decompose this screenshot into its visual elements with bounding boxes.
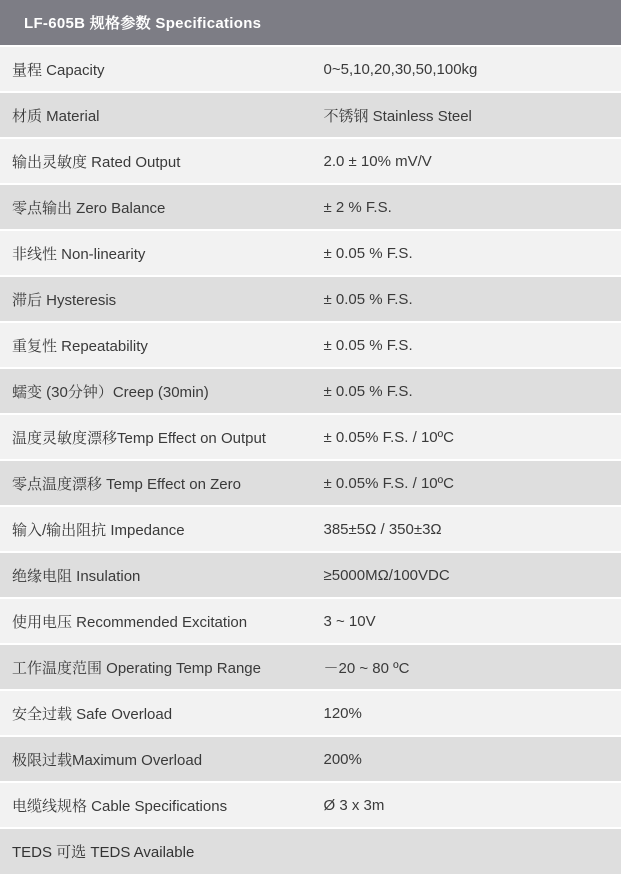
table-row xyxy=(0,368,621,414)
table-row xyxy=(0,598,621,644)
spec-label: 绝缘电阻 Insulation xyxy=(0,552,311,598)
spec-value: 0~5,10,20,30,50,100kg xyxy=(311,46,621,92)
table-row xyxy=(0,276,621,322)
spec-label: 极限过载Maximum Overload xyxy=(0,736,311,782)
table-row xyxy=(0,184,621,230)
table-row xyxy=(0,460,621,506)
spec-value: 120% xyxy=(311,690,621,736)
spec-value: ± 0.05 % F.S. xyxy=(311,230,621,276)
specifications-table-body xyxy=(0,0,621,46)
spec-label: 温度灵敏度漂移Temp Effect on Output xyxy=(0,414,311,460)
specifications-footer xyxy=(0,828,621,874)
spec-label: 重复性 Repeatability xyxy=(0,322,311,368)
spec-label: 蠕变 (30分钟）Creep (30min) xyxy=(0,368,311,414)
spec-label: 材质 Material xyxy=(0,92,311,138)
table-row xyxy=(0,644,621,690)
table-row xyxy=(0,46,621,92)
spec-value: ± 0.05% F.S. / 10ºC xyxy=(311,414,621,460)
spec-value: ± 0.05 % F.S. xyxy=(311,322,621,368)
spec-label: 滞后 Hysteresis xyxy=(0,276,311,322)
table-row xyxy=(0,230,621,276)
spec-value: 不锈钢 Stainless Steel xyxy=(311,92,621,138)
spec-label: 使用电压 Recommended Excitation xyxy=(0,598,311,644)
table-row xyxy=(0,690,621,736)
spec-label: 非线性 Non-linearity xyxy=(0,230,311,276)
spec-label: 输出灵敏度 Rated Output xyxy=(0,138,311,184)
spec-value: ± 0.05 % F.S. xyxy=(311,368,621,414)
spec-label: 电缆线规格 Cable Specifications xyxy=(0,782,311,828)
page-title: LF-605B 规格参数 Specifications xyxy=(0,0,621,46)
spec-value: 3 ~ 10V xyxy=(311,598,621,644)
spec-value: －20 ~ 80 ºC xyxy=(311,644,621,690)
table-row xyxy=(0,92,621,138)
spec-value: 2.0 ± 10% mV/V xyxy=(311,138,621,184)
table-row xyxy=(0,552,621,598)
spec-value: ≥5000MΩ/100VDC xyxy=(311,552,621,598)
spec-value: ± 2 % F.S. xyxy=(311,184,621,230)
teds-label: TEDS 可选 TEDS Available xyxy=(0,828,621,874)
specifications-rows xyxy=(0,46,621,828)
spec-label: 安全过载 Safe Overload xyxy=(0,690,311,736)
table-row xyxy=(0,138,621,184)
spec-value: Ø 3 x 3m xyxy=(311,782,621,828)
spec-label: 零点温度漂移 Temp Effect on Zero xyxy=(0,460,311,506)
spec-label: 零点输出 Zero Balance xyxy=(0,184,311,230)
table-row xyxy=(0,506,621,552)
specifications-title-row xyxy=(0,0,621,46)
spec-label: 量程 Capacity xyxy=(0,46,311,92)
table-row-teds xyxy=(0,828,621,874)
spec-value: ± 0.05% F.S. / 10ºC xyxy=(311,460,621,506)
spec-value: 200% xyxy=(311,736,621,782)
table-row xyxy=(0,322,621,368)
spec-value: ± 0.05 % F.S. xyxy=(311,276,621,322)
spec-label: 输入/输出阻抗 Impedance xyxy=(0,506,311,552)
table-row xyxy=(0,782,621,828)
spec-value: 385±5Ω / 350±3Ω xyxy=(311,506,621,552)
table-row xyxy=(0,414,621,460)
spec-label: 工作温度范围 Operating Temp Range xyxy=(0,644,311,690)
table-row xyxy=(0,736,621,782)
